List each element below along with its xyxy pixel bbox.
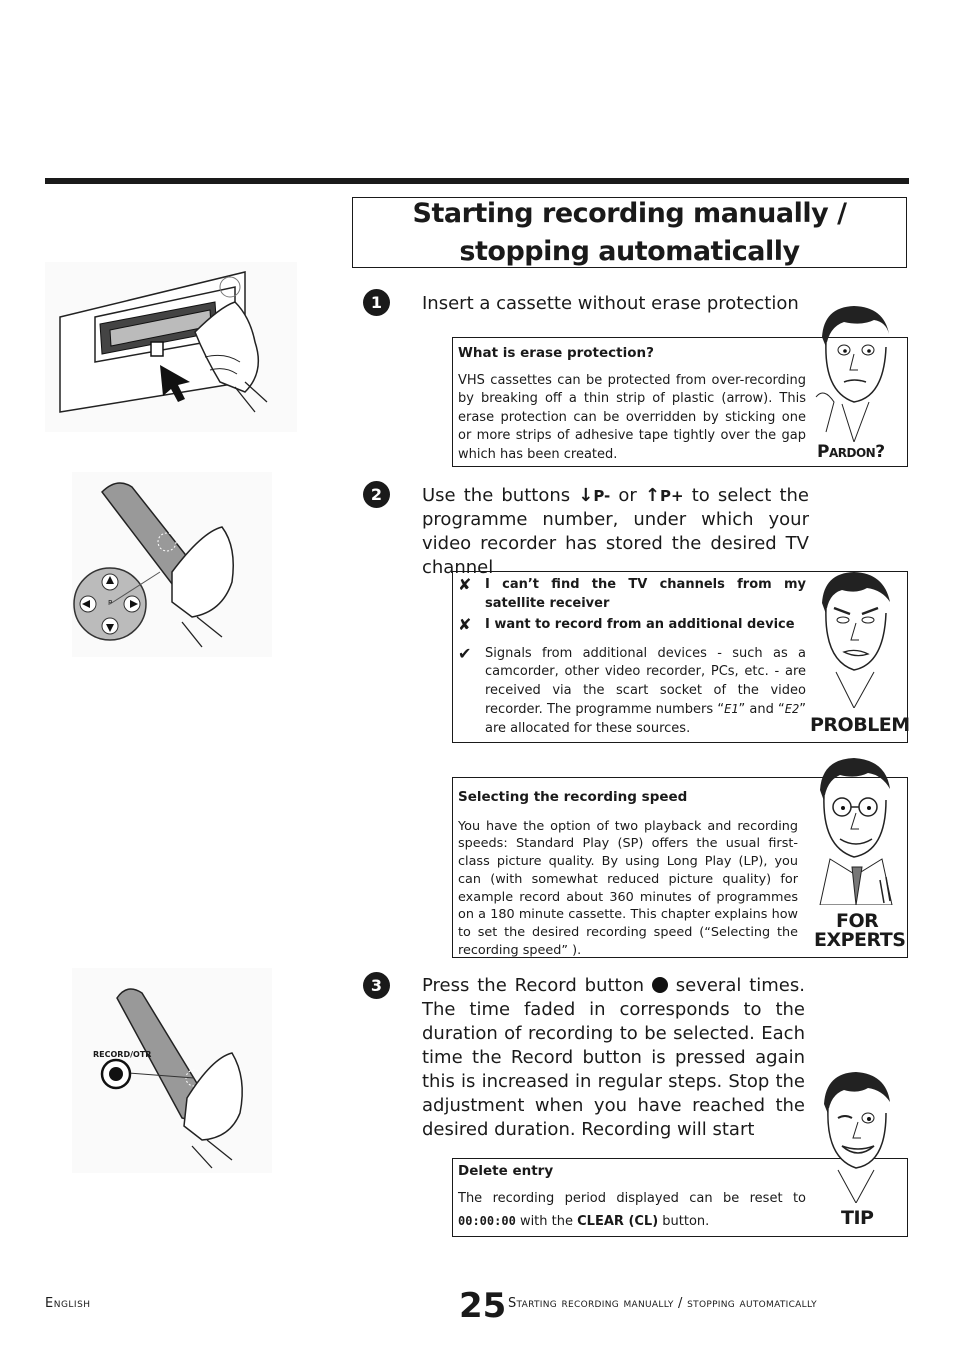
step-2-text-before: Use the buttons — [422, 485, 571, 506]
pardon-body: VHS cassettes can be protected from over-recording by breaking off a thin strip of plastic (arrow). This erase protection can be overridden by sticking one or more strips of adhesive tape tightly over the gap which has been created. — [458, 372, 806, 462]
remote-program-buttons-illustration — [72, 472, 272, 657]
tip-time-display: 00:00:00 — [458, 1213, 516, 1228]
record-dot-icon — [652, 977, 668, 993]
remote-p-label: P — [108, 599, 113, 607]
problem-answer-after: ” are allocated for these sources. — [485, 702, 806, 736]
experts-heading: Selecting the recording speed — [458, 789, 688, 805]
tip-body-after: button. — [662, 1213, 710, 1229]
cross-icon: ✘ — [458, 575, 472, 594]
header-rule — [45, 178, 909, 184]
footer-language: English — [45, 1296, 91, 1311]
remote-record-label: RECORD/OTR — [93, 1050, 152, 1059]
problem-question-2-text: I want to record from an additional device — [485, 617, 795, 632]
problem-answer-before: Signals from additional devices - such as a camcorder, other video recorder, PCs, etc. - are received via the scart socket of the video recorder. The programme numbers “ — [485, 645, 806, 717]
problem-question-1 — [458, 576, 806, 613]
pardon-cartoon — [814, 302, 896, 442]
program-down-button-label: P- — [593, 487, 611, 505]
step-1-text: Insert a cassette without erase protection — [422, 293, 799, 314]
problem-question-2 — [458, 616, 806, 635]
step-2-text — [422, 484, 809, 580]
problem-answer — [458, 645, 806, 739]
step-2-text-after: to select the programme number, under which your video recorder has stored the desired TV channel — [422, 485, 809, 578]
page-title-box — [352, 197, 907, 268]
pardon-label: Pardon? — [817, 442, 885, 462]
experts-cartoon — [810, 755, 902, 905]
page-title-line-1: Starting recording manually / — [412, 197, 847, 229]
arrow-up-icon: ↑ — [644, 485, 661, 506]
tip-body-before: The recording period displayed can be reset to — [458, 1190, 806, 1206]
tip-label: TIP — [841, 1207, 874, 1229]
problem-answer-e2: E2 — [784, 702, 800, 716]
problem-answer-e1: E1 — [724, 702, 739, 716]
program-up-button-label: P+ — [660, 487, 684, 505]
step-2-text-or: or — [618, 485, 637, 506]
experts-label-line-1: FOR — [836, 910, 879, 932]
arrow-down-icon: ↓ — [578, 485, 594, 506]
problem-answer-mid: ” and “ — [738, 702, 785, 717]
cassette-insert-illustration — [45, 262, 297, 432]
step-3-text — [422, 974, 805, 1142]
cross-icon: ✘ — [458, 615, 472, 634]
step-3-number: 3 — [363, 972, 390, 999]
tip-body-mid: with the — [519, 1213, 573, 1229]
tip-clear-button-label: CLEAR (CL) — [577, 1213, 659, 1229]
step-2-number: 2 — [363, 481, 390, 508]
footer-section-title: Starting recording manually / stopping automatically — [508, 1296, 817, 1311]
page-title-line-2: stopping automatically — [459, 235, 800, 267]
pardon-heading: What is erase protection? — [458, 345, 654, 361]
problem-question-1-text: I can’t find the TV channels from my satellite receiver — [485, 577, 806, 611]
experts-body: You have the option of two playback and recording speeds: Standard Play (SP) offers the usual first-class picture quality. By using Long Play (LP), you can (with somewhat reduced picture quality) for example record about 360 minutes of programmes on a 180 minute cassette. This chapter explains how to set the desired recording speed (“Selecting the recording speed” ). — [458, 818, 798, 959]
tip-body — [458, 1188, 806, 1233]
step-1-number: 1 — [363, 289, 390, 316]
problem-label: PROBLEM — [810, 714, 910, 736]
check-icon: ✔ — [458, 643, 472, 663]
page-number: 25 — [459, 1286, 507, 1326]
step-3-text-before: Press the Record button — [422, 975, 645, 996]
experts-label-line-2: EXPERTS — [814, 929, 906, 951]
problem-cartoon — [812, 568, 900, 708]
tip-heading: Delete entry — [458, 1163, 554, 1179]
step-3-text-after: several times. The time faded in corresponds to the duration of recording to be selected. Each time the Record button is pressed again this is increased in regular steps. Stop the adjustment when you have reached the desired duration. Recording will start — [422, 975, 805, 1140]
tip-cartoon — [816, 1068, 896, 1203]
remote-record-button-illustration — [72, 968, 272, 1173]
